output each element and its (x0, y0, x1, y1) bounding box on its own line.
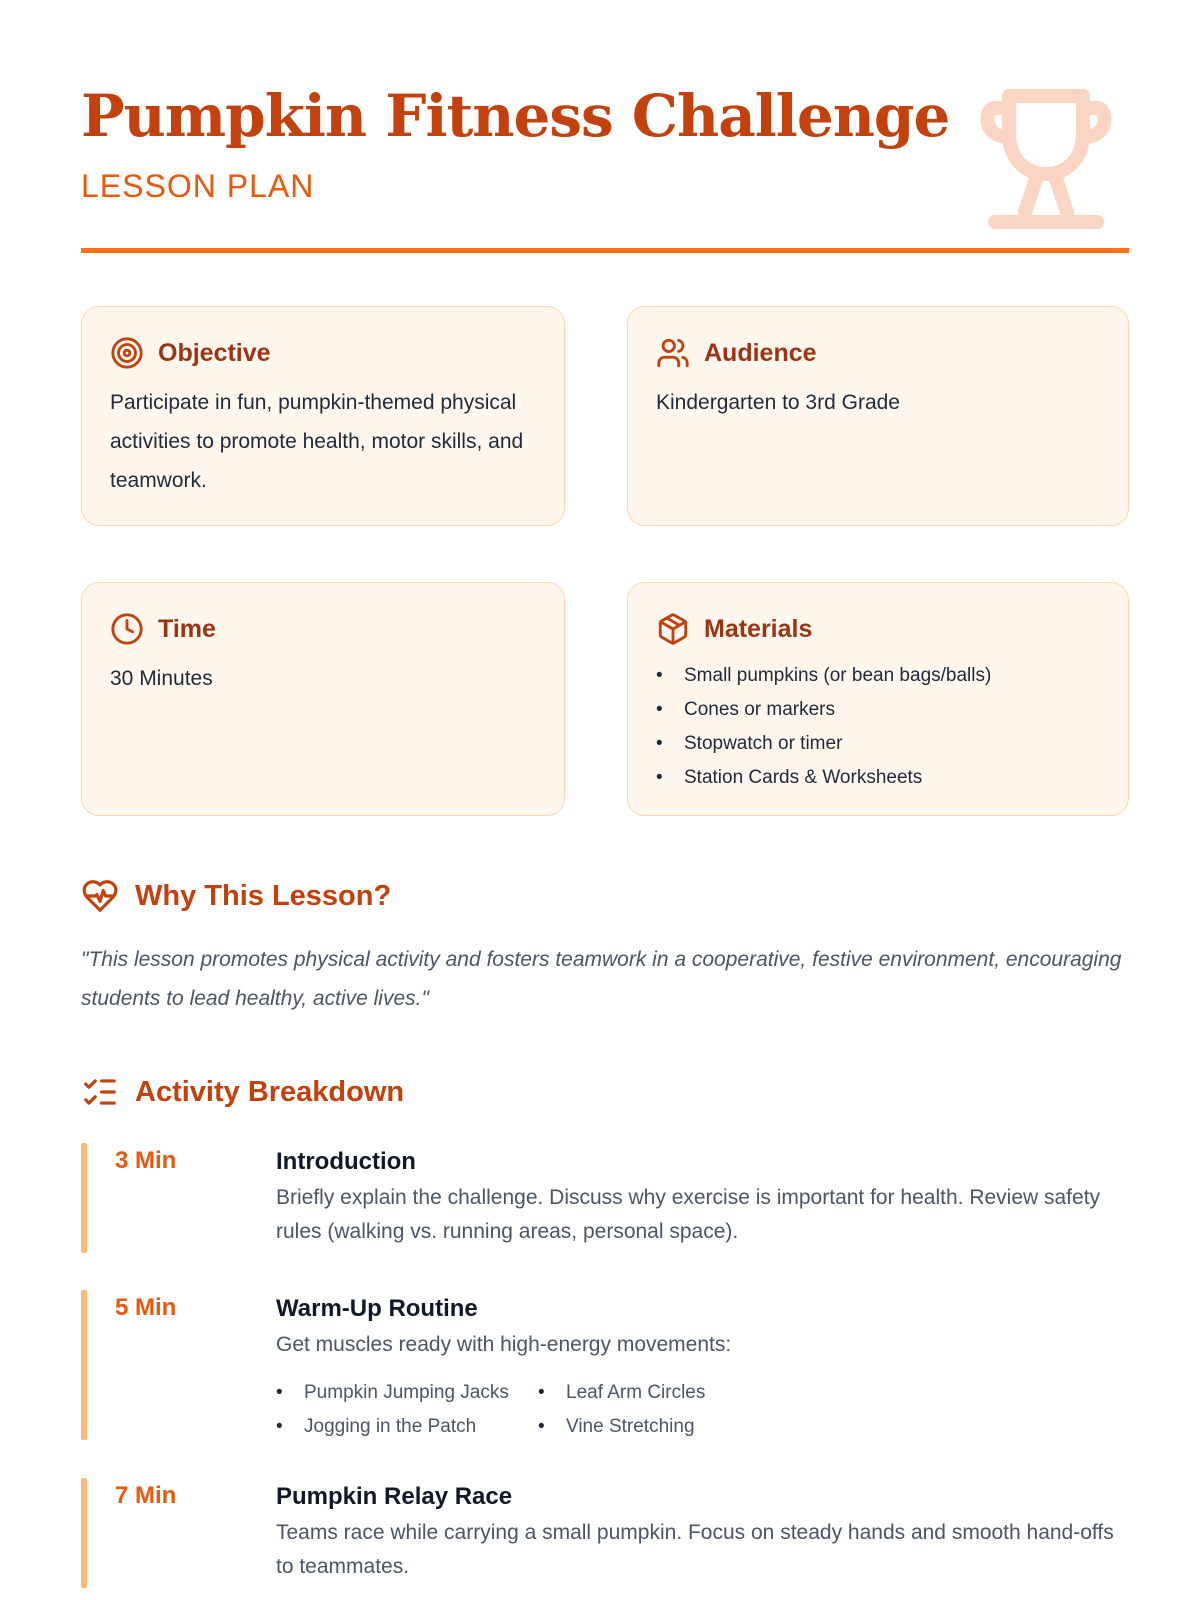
materials-card (627, 582, 1129, 816)
list-item: • Jogging in the Patch (276, 1410, 538, 1444)
heart-pulse-icon (81, 877, 119, 915)
activity-item (81, 1290, 1129, 1440)
header-divider (81, 248, 1129, 253)
breakdown-title: Activity Breakdown (135, 1075, 405, 1108)
list-item: • Stopwatch or timer (656, 727, 1100, 761)
box-icon (656, 612, 690, 646)
list-item: • Cones or markers (656, 693, 1100, 727)
time-title: Time (158, 614, 216, 643)
checklist-icon (81, 1073, 119, 1111)
warmup-moves-list (276, 1376, 1116, 1444)
materials-list (656, 659, 1100, 795)
trophy-icon (971, 86, 1121, 236)
activity-title: Introduction (276, 1148, 416, 1175)
page-subtitle: LESSON PLAN (81, 168, 315, 204)
activity-item (81, 1478, 1129, 1588)
target-icon (110, 336, 144, 370)
clock-icon (110, 612, 144, 646)
list-item: • Station Cards & Worksheets (656, 761, 1100, 795)
timeline-bar (81, 1478, 87, 1588)
why-title: Why This Lesson? (135, 879, 392, 912)
time-text: 30 Minutes (110, 667, 213, 690)
list-item: • Vine Stretching (538, 1410, 800, 1444)
timeline-bar (81, 1290, 87, 1440)
objective-text: Participate in fun, pumpkin-themed physical activities to promote health, motor skills, and teamwork. (110, 391, 524, 492)
timeline-bar (81, 1143, 87, 1253)
activity-desc: Briefly explain the challenge. Discuss why exercise is important for health. Review safety rules (walking vs. running areas, personal space). (276, 1186, 1101, 1243)
list-item: • Leaf Arm Circles (538, 1376, 800, 1410)
list-item: • Small pumpkins (or bean bags/balls) (656, 659, 1100, 693)
audience-text: Kindergarten to 3rd Grade (656, 391, 900, 414)
why-quote: "This lesson promotes physical activity and fosters teamwork in a cooperative, festive environment, encouraging students to lead healthy, active lives." (81, 948, 1122, 1010)
page-title: Pumpkin Fitness Challenge (81, 82, 950, 150)
list-item: • Pumpkin Jumping Jacks (276, 1376, 538, 1410)
users-icon (656, 336, 690, 370)
breakdown-section-header (81, 1072, 404, 1112)
activity-desc: Get muscles ready with high-energy movements: (276, 1333, 732, 1356)
activity-desc: Teams race while carrying a small pumpkin. Focus on steady hands and smooth hand-offs to teammates. (276, 1521, 1114, 1578)
audience-card (627, 306, 1129, 526)
why-section-header (81, 876, 391, 916)
objective-card (81, 306, 565, 526)
activity-time: 7 Min (115, 1482, 177, 1509)
activity-title: Pumpkin Relay Race (276, 1483, 513, 1510)
materials-title: Materials (704, 614, 813, 643)
activity-time: 5 Min (115, 1294, 177, 1321)
activity-item (81, 1143, 1129, 1253)
audience-title: Audience (704, 338, 817, 367)
activity-time: 3 Min (115, 1147, 177, 1174)
objective-title: Objective (158, 338, 271, 367)
activity-title: Warm-Up Routine (276, 1295, 478, 1322)
time-card (81, 582, 565, 816)
